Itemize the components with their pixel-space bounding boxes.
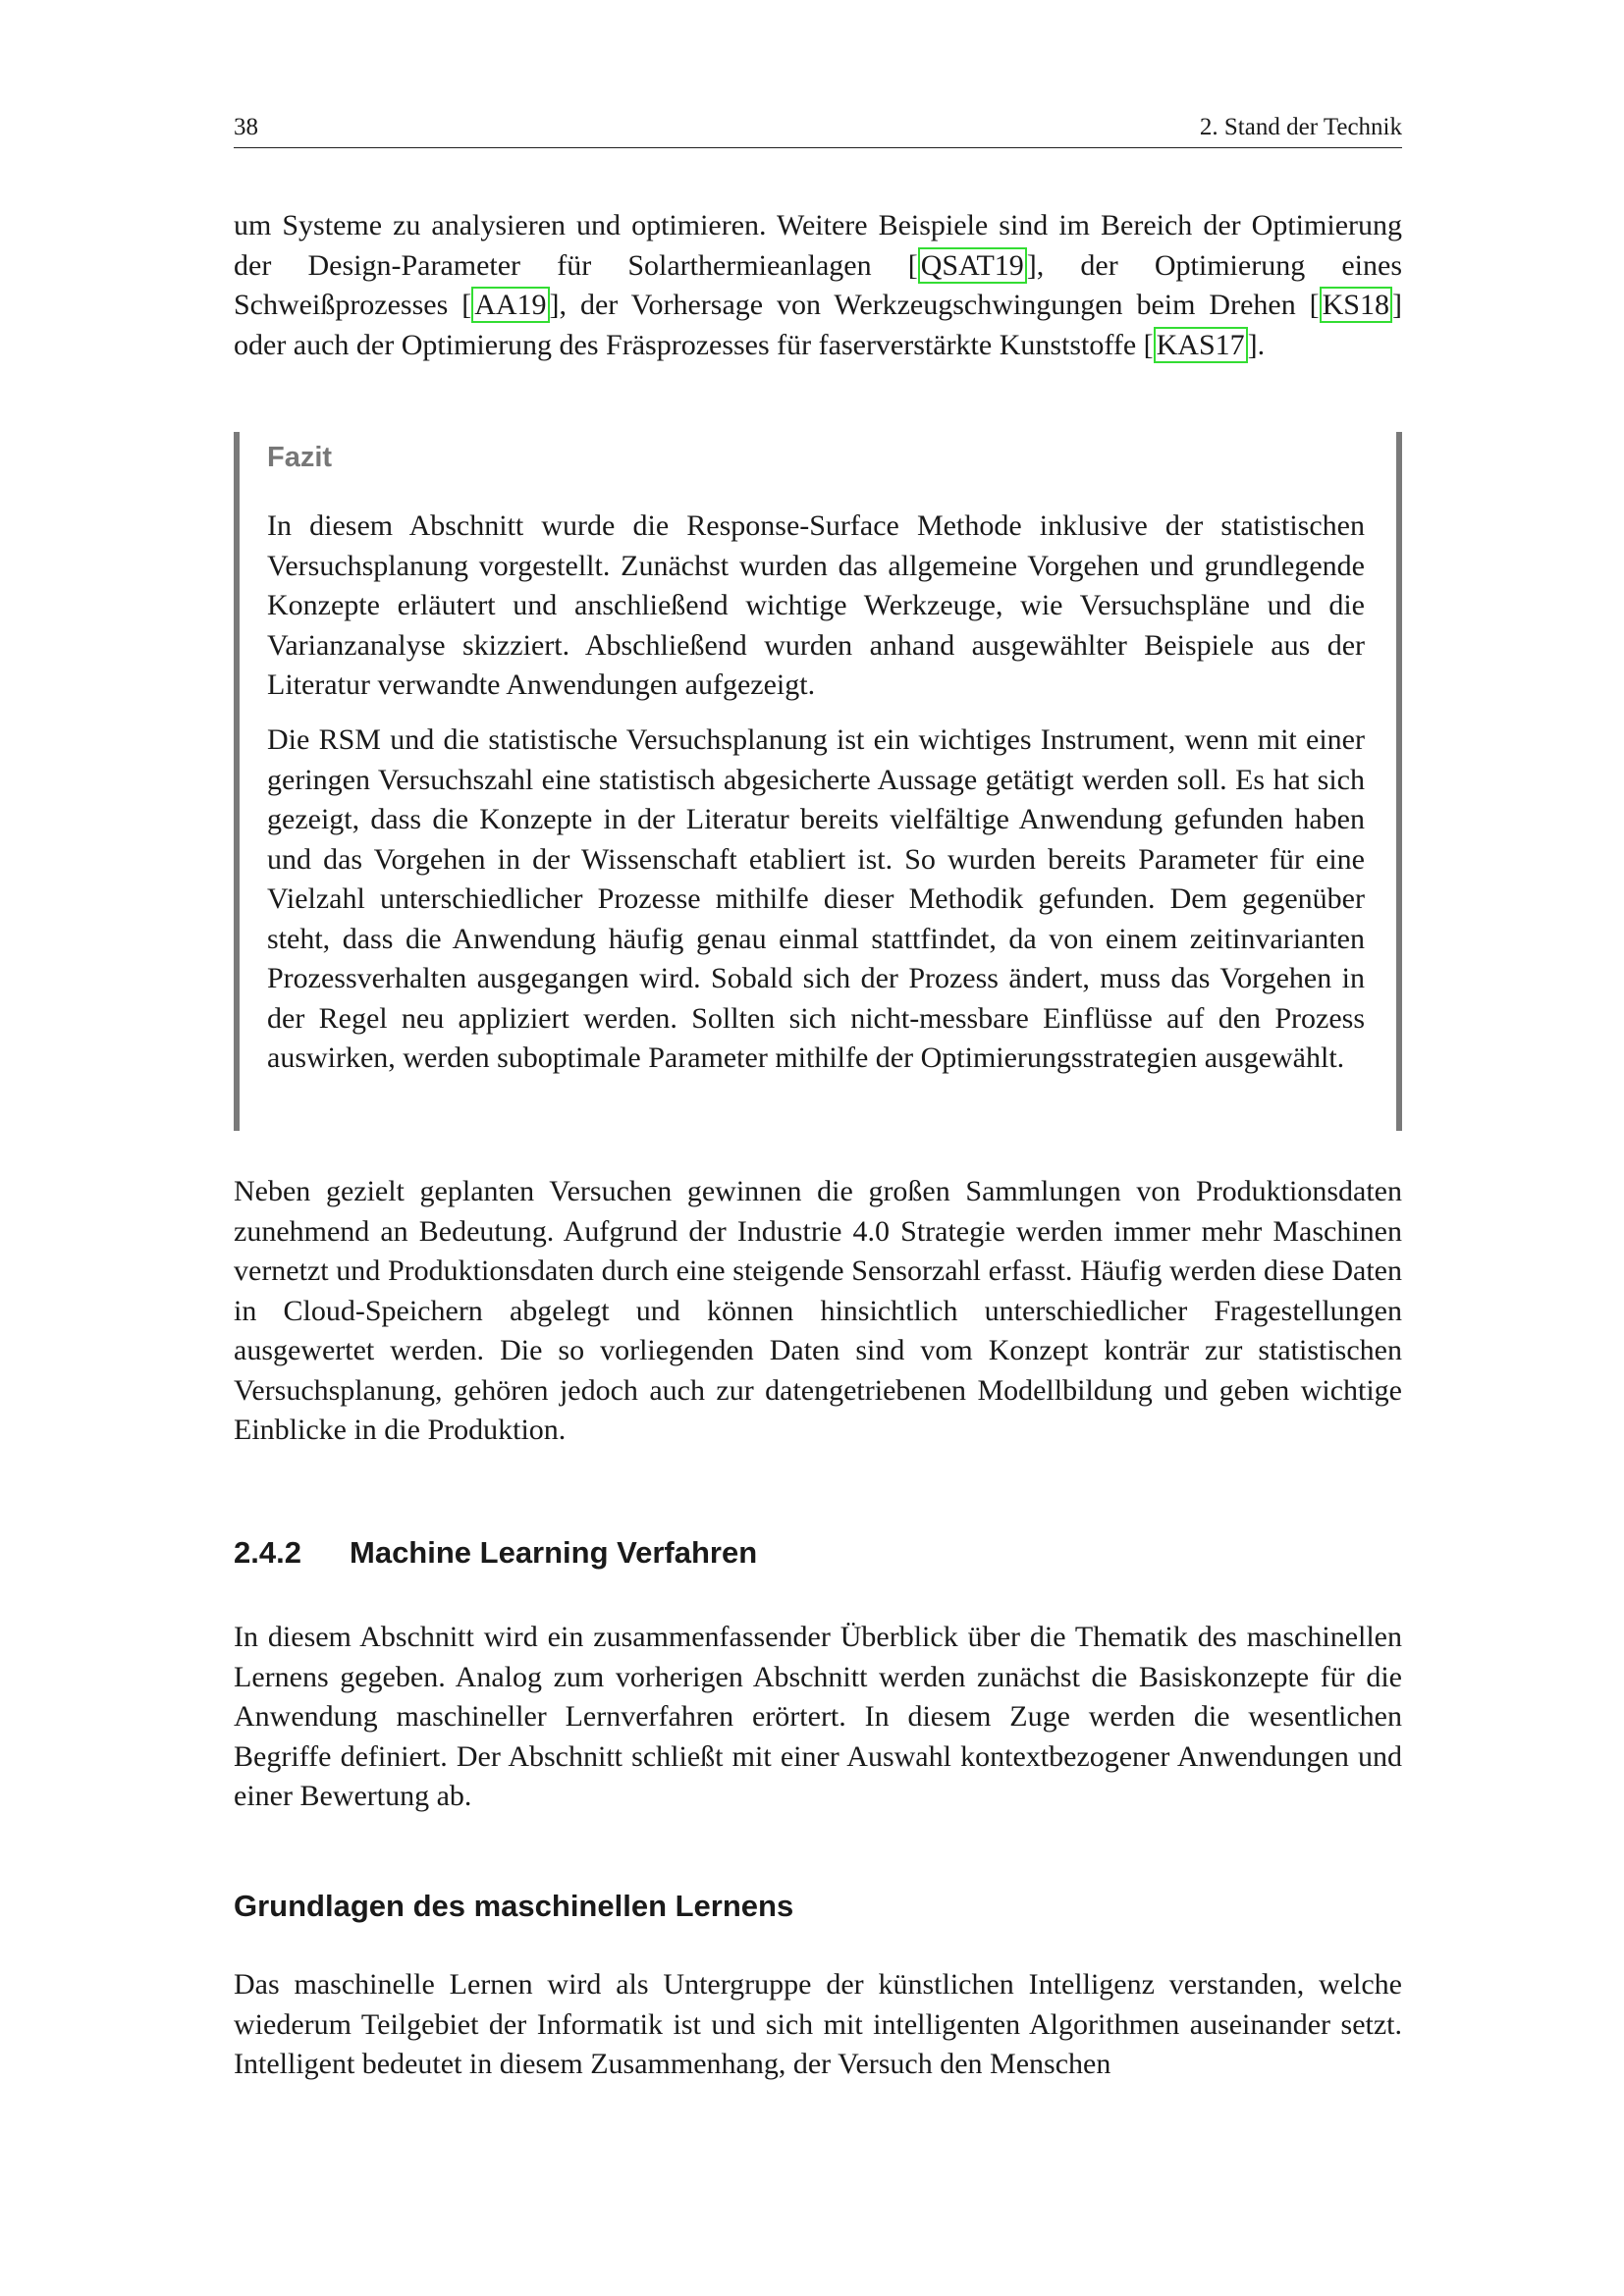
fazit-paragraph-1: In diesem Abschnitt wurde die Response-Surface Methode inklusive der statistischen Versuchsplanung vorgestellt. Zunächst wurden das allgemeine Vorgehen und grundlegende Konzepte erläutert und anschließend wichtige Werkzeuge, wie Versuchspläne und die Varianzanalyse skizziert. Abschließend wurden anhand ausgewählter Beispiele aus der Literatur verwandte Anwendungen aufgezeigt.	[267, 509, 1365, 701]
section-paragraph: In diesem Abschnitt wird ein zusammenfassender Überblick über die Thematik des maschinellen Lernens gegeben. Analog zum vorherigen Abschnitt werden zunächst die Basiskonzepte für die Anwendung maschineller Lernverfahren erörtert. In diesem Zuge werden die wesentlichen Begriffe definiert. Der Abschnitt schließt mit einer Auswahl kontextbezogener Anwendungen und einer Bewertung ab.	[234, 1621, 1402, 1812]
running-head	[234, 110, 1402, 148]
intro-paragraph: um Systeme zu analysieren und optimieren. Weitere Beispiele sind im Bereich der Optimierung der Design-Parameter für Solarthermieanlagen [ QSAT19 ], der Optimierung eines Schweißprozesses [ AA19 ], der Vorhersage von Werkzeugschwingungen beim Drehen [ KS18 ] oder auch der Optimierung des Fräsprozesses für faserverstärkte Kunststoffe [ KAS17 ].	[234, 209, 1403, 361]
citation-link-aa19[interactable]: AA19	[471, 287, 549, 323]
citation-link-ks18[interactable]: KS18	[1320, 287, 1392, 323]
section-number: 2.4.2	[234, 1535, 301, 1570]
chapter-title: 2. Stand der Technik	[1199, 114, 1402, 140]
fazit-title: Fazit	[267, 442, 333, 473]
page-number: 38	[234, 114, 258, 140]
subsection-paragraph: Das maschinelle Lernen wird als Untergruppe der künstlichen Intelligenz verstanden, welche wiederum Teilgebiet der Informatik ist und sich mit intelligenten Algorithmen auseinander setzt. Intelligent bedeutet in diesem Zusammenhang, der Versuch den Menschen	[234, 1968, 1402, 2080]
citation-link-qsat19[interactable]: QSAT19	[918, 247, 1027, 284]
fazit-box	[234, 432, 1402, 1131]
section-title: Machine Learning Verfahren	[350, 1535, 758, 1570]
section-heading	[234, 1535, 757, 1571]
subsection-heading: Grundlagen des maschinellen Lernens	[234, 1889, 794, 1923]
fazit-paragraph-2: Die RSM und die statistische Versuchsplanung ist ein wichtiges Instrument, wenn mit einer geringen Versuchszahl eine statistisch abgesicherte Aussage getätigt werden soll. Es hat sich gezeigt, dass die Konzepte in der Literatur bereits vielfältige Anwendung gefunden haben und das Vorgehen in der Wissenschaft etabliert ist. So wurden bereits Parameter für eine Vielzahl unterschiedlicher Prozesse mithilfe dieser Methodik gefunden. Dem gegenüber steht, dass die Anwendung häufig genau einmal stattfindet, da von einem zeitinvarianten Prozessverhalten ausgegangen wird. Sobald sich der Prozess ändert, muss das Vorgehen in der Regel neu appliziert werden. Sollten sich nicht-messbare Einflüsse auf den Prozess auswirken, werden suboptimale Parameter mithilfe der Optimierungsstrategien ausgewählt.	[267, 723, 1365, 1074]
citation-link-kas17[interactable]: KAS17	[1154, 327, 1248, 363]
industry-data-paragraph: Neben gezielt geplanten Versuchen gewinnen die großen Sammlungen von Produktionsdaten zunehmend an Bedeutung. Aufgrund der Industrie 4.0 Strategie werden immer mehr Maschinen vernetzt und Produktionsdaten durch eine steigende Sensorzahl erfasst. Häufig werden diese Daten in Cloud-Speichern abgelegt und können hinsichtlich unterschiedlicher Fragestellungen ausgewertet werden. Die so vorliegenden Daten sind vom Konzept konträr zur statistischen Versuchsplanung, gehören jedoch auch zur datengetriebenen Modellbildung und geben wichtige Einblicke in die Produktion.	[234, 1175, 1402, 1446]
